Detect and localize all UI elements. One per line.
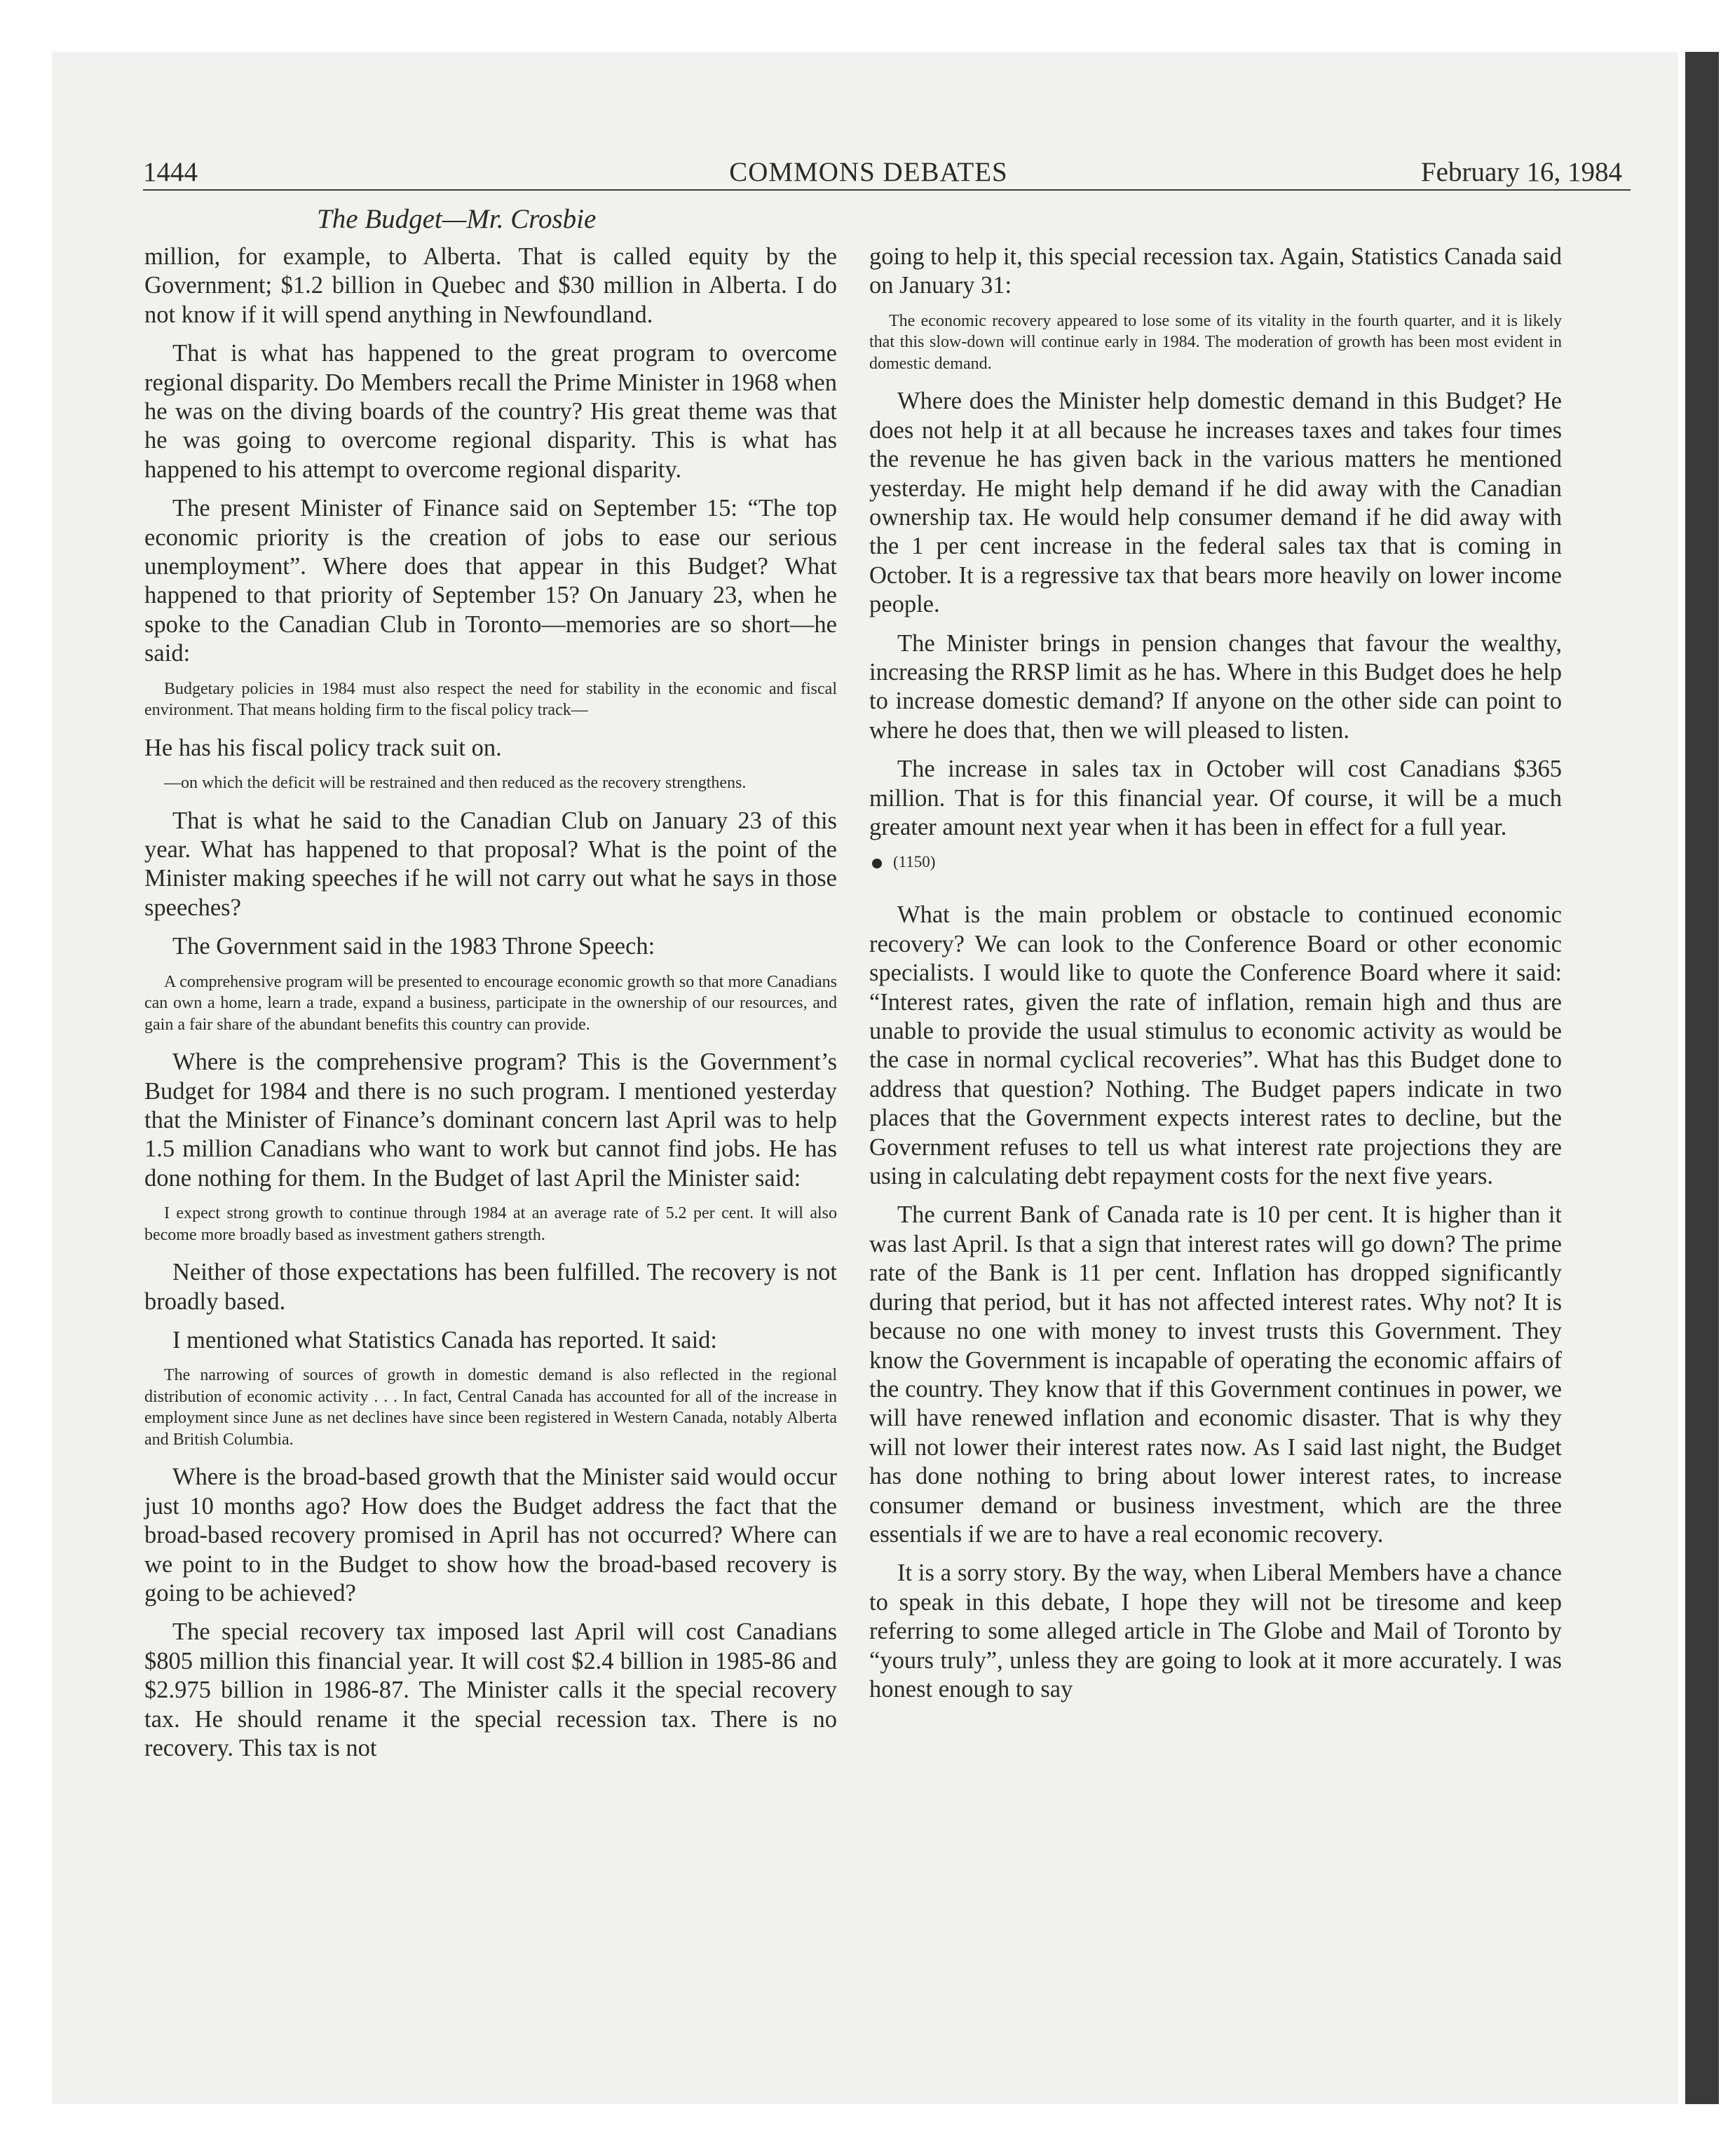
block-quote: I expect strong growth to continue through 1984 at an average rate of 5.2 per cent. It will also become more broadly based as investment gathers strength. [144,1204,837,1244]
paragraph: The current Bank of Canada rate is 10 per cent. It is higher than it was last April. Is that a sign that interest rates will go down? The prime rate of the Bank is 11 per cent. Inflation has dropped significantly during that period, but it has not affected interest rates. Why not? It is because no one with money to invest trusts this Government. They know the Government is incapable of operating the economic affairs of the country. They know that if this Government continues in power, we will have renewed inflation and economic disaster. That is why they will not lower their interest rates now. As I said last night, the Budget has done nothing to bring about lower interest rates, to increase consumer demand or business investment, which are the three essentials if we are to have a real economic recovery. [869,1201,1562,1548]
paragraph: The Government said in the 1983 Throne Speech: [172,933,655,960]
right-column [869,243,1562,1714]
paragraph: I mentioned what Statistics Canada has reported. It said: [172,1326,718,1353]
paragraph: Neither of those expectations has been fulfilled. The recovery is not broadly based. [144,1259,837,1315]
paragraph: It is a sorry story. By the way, when Liberal Members have a chance to speak in this debate, I hope they will not be tiresome and keep referring to some alleged article in The Globe and Mail of Toronto by “yours truly”, unless they are going to look at it more accurately. I was honest enough to say [869,1560,1562,1703]
paragraph: What is the main problem or obstacle to continued economic recovery? We can look to the Conference Board or other economic specialists. I would like to quote the Conference Board where it said: “Interest rates, given the rate of inflation, remain high and thus are unable to provide the usual stimulus to economic activity as would be the case in normal cyclical recoveries”. What has this Budget done to address that question? Nothing. The Budget papers indicate in two places that the Government expects interest rates to decline, but the Government refuses to tell us what interest rate projections they are using in calculating debt repayment costs for the next five years. [869,901,1562,1190]
block-quote: —on which the deficit will be restrained and then reduced as the recovery strengthens. [164,774,747,793]
paragraph: Where is the comprehensive program? This is the Government’s Budget for 1984 and there is no such program. I mentioned yesterday that the Minister of Finance’s dominant concern last April was to help 1.5 million Canadians who want to work but cannot find jobs. He has done nothing for them. In the Budget of last April the Minister said: [144,1049,837,1192]
running-head: The Budget—Mr. Crosbie [317,204,597,234]
time-marker-label: (1150) [893,853,936,871]
publication-date: February 16, 1984 [1420,157,1622,187]
paragraph: The present Minister of Finance said on September 15: “The top economic priority is the creation of jobs to ease our serious unemployment”. Where does that appear in this Budget? What happened to that priority of September 15? On January 23, when he spoke to the Canadian Club in Toronto—memories are so short—he said: [144,495,837,667]
paragraph: The Minister brings in pension changes that favour the wealthy, increasing the RRSP limit as he has. Where in this Budget does he help to increase domestic demand? If anyone on the other side can point to where he does that, then we will pleased to listen. [869,629,1562,744]
paragraph: The special recovery tax imposed last April will cost Canadians $805 million this financial year. It will cost $2.4 billion in 1985-86 and $2.975 billion in 1986-87. The Minister calls it the special recovery tax. He should rename it the special recession tax. There is no recovery. This tax is not [144,1618,837,1762]
header-rule [143,189,1631,191]
scan-edge-shadow [1685,52,1719,2104]
paragraph: He has his fiscal policy track suit on. [144,734,502,761]
left-column [144,243,837,1773]
paragraph: million, for example, to Alberta. That is called equity by the Government; $1.2 billion in Quebec and $30 million in Alberta. I do not know if it will spend anything in Newfoundland. [144,243,837,328]
publication-title: COMMONS DEBATES [729,157,1008,187]
paragraph: going to help it, this special recession tax. Again, Statistics Canada said on January 31: [869,243,1562,299]
block-quote: Budgetary policies in 1984 must also respect the need for stability in the economic and fiscal environment. That means holding firm to the fiscal policy track— [144,679,837,720]
paragraph: That is what has happened to the great program to overcome regional disparity. Do Members recall the Prime Minister in 1968 when he was on the diving boards of the country? His great theme was that he was going to overcome regional disparity. This is what has happened to his attempt to overcome regional disparity. [144,340,837,483]
paragraph: The increase in sales tax in October will cost Canadians $365 million. That is for this financial year. Of course, it will be a much greater amount next year when it has been in effect for a full year. [869,756,1562,840]
block-quote: A comprehensive program will be presented to encourage economic growth so that more Canadians can own a home, learn a trade, expand a business, participate in the ownership of our resources, and gain a fair share of the abundant benefits this country can provide. [144,972,837,1034]
page-number: 1444 [143,157,198,187]
paragraph: That is what he said to the Canadian Club on January 23 of this year. What has happened to that proposal? What is the point of the Minister making speeches if he will not carry out what he says in those speeches? [144,807,837,921]
block-quote: The economic recovery appeared to lose some of its vitality in the fourth quarter, and it is likely that this slow-down will continue early in 1984. The moderation of growth has been most evident in domestic demand. [869,311,1562,373]
block-quote: The narrowing of sources of growth in domestic demand is also reflected in the regional distribution of economic activity . . . In fact, Central Canada has accounted for all of the increase in employment since June as net declines have since been registered in Western Canada, notably Alberta and British Columbia. [144,1366,837,1449]
time-marker [869,852,1562,873]
paragraph: Where does the Minister help domestic demand in this Budget? He does not help it at all because he increases taxes and takes four times the revenue he has given back in the various matters he mentioned yesterday. He might help demand if he did away with the Canadian ownership tax. He would help consumer demand if he did away with the 1 per cent increase in the federal sales tax that is coming in October. It is a regressive tax that bears more heavily on lower income people. [869,388,1562,618]
scanned-page [52,52,1678,2104]
paragraph: Where is the broad-based growth that the Minister said would occur just 10 months ago? How does the Budget address the fact that the broad-based recovery promised in April has not occurred? Where can we point to in the Budget to show how the broad-based recovery is going to be achieved? [144,1464,837,1606]
bullet-dot-icon [872,859,882,868]
